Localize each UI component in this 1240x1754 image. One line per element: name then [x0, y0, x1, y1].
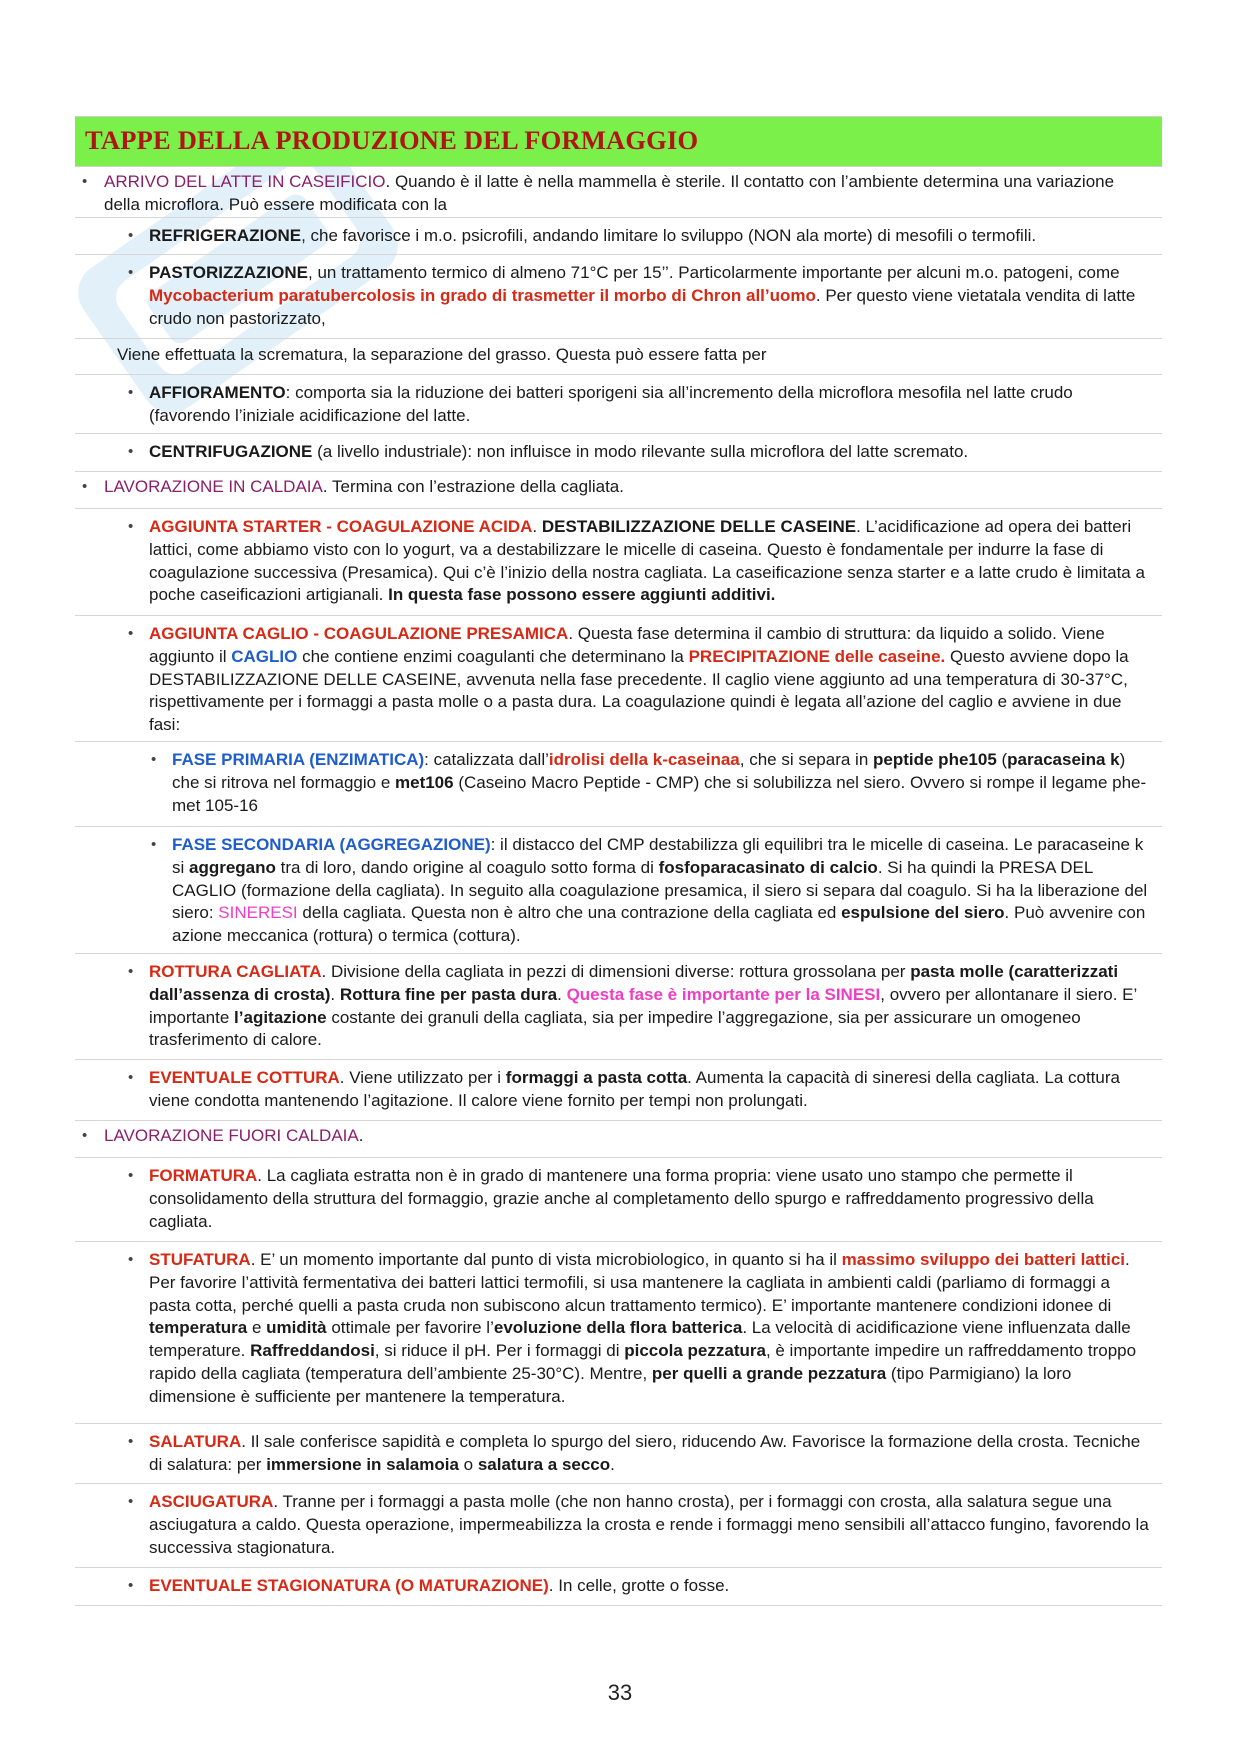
list-item: • PASTORIZZAZIONE, un trattamento termico di almeno 71°C per 15’’. Particolarmente importante per alcuni m.o. patogeni, come Mycobacterium paratubercolosis in grado di trasmetter il morbo di Chron all’uomo. Per questo viene vietatala vendita di latte crudo non pastorizzato, [75, 255, 1162, 339]
title-row [75, 117, 1162, 167]
notes-table [75, 116, 1162, 1606]
list-item: • ROTTURA CAGLIATA. Divisione della cagliata in pezzi di dimensioni diverse: rottura grossolana per pasta molle (caratterizzati dall’assenza di crosta). Rottura fine per pasta dura. Questa fase è importante per la SINESI, ovvero per allontanare il siero. E’ importante l’agitazione costante dei granuli della cagliata, sia per impedire l’aggregazione, sia per assicurare un omogeneo trasferimento di calore. [75, 954, 1162, 1060]
list-item: • LAVORAZIONE IN CALDAIA. Termina con l’estrazione della cagliata. [75, 472, 1162, 509]
bullet-icon: • [128, 1577, 134, 1594]
list-item: • REFRIGERAZIONE, che favorisce i m.o. psicrofili, andando limitare lo sviluppo (NON ala morte) di mesofili o termofili. [75, 218, 1162, 255]
list-item: • LAVORAZIONE FUORI CALDAIA. [75, 1121, 1162, 1158]
bullet-icon: • [128, 1251, 134, 1268]
page-title: TAPPE DELLA PRODUZIONE DEL FORMAGGIO [85, 125, 699, 155]
list-item: • CENTRIFUGAZIONE (a livello industriale): non influisce in modo rilevante sulla microflora del latte scremato. [75, 434, 1162, 472]
list-item: • SALATURA. Il sale conferisce sapidità e completa lo spurgo del siero, riducendo Aw. Favorisce la formazione della crosta. Tecniche di salatura: per immersione in salamoia o salatura a secco. [75, 1424, 1162, 1484]
list-item: • EVENTUALE STAGIONATURA (O MATURAZIONE). In celle, grotte o fosse. [75, 1568, 1162, 1606]
page-number: 33 [607, 1680, 633, 1705]
list-item: • AGGIUNTA CAGLIO - COAGULAZIONE PRESAMICA. Questa fase determina il cambio di struttura: da liquido a solido. Viene aggiunto il CAGLIO che contiene enzimi coagulanti che determinano la PRECIPITAZIONE delle caseine. Questo avviene dopo la DESTABILIZZAZIONE DELLE CASEINE, avvenuta nella fase precedente. Il caglio viene aggiunto ad una temperatura di 30-37°C, rispettivamente per i formaggi a pasta molle o a pasta dura. La coagulazione quindi è legata all’azione del caglio e avviene in due fasi: [75, 616, 1162, 742]
bullet-icon: • [128, 518, 134, 535]
list-item: • FASE PRIMARIA (ENZIMATICA): catalizzata dall’idrolisi della k-caseinaa, che si separa in peptide phe105 (paracaseina k) che si ritrova nel formaggio e met106 (Caseino Macro Peptide - CMP) che si solubilizza nel siero. Ovvero si rompe il legame phe-met 105-16 [75, 742, 1162, 827]
list-item: • FASE SECONDARIA (AGGREGAZIONE): il distacco del CMP destabilizza gli equilibri tra le micelle di caseina. Le paracaseine k si aggregano tra di loro, dando origine al coagulo sotto forma di fosfoparacasinato di calcio. Si ha quindi la PRESA DEL CAGLIO (formazione della cagliata). In seguito alla coagulazione presamica, il siero si separa dal coagulo. Si ha la liberazione del siero: SINERESI della cagliata. Questa non è altro che una contrazione della cagliata ed espulsione del siero. Può avvenire con azione meccanica (rottura) o termica (cottura). [75, 827, 1162, 954]
list-item: • AGGIUNTA STARTER - COAGULAZIONE ACIDA. DESTABILIZZAZIONE DELLE CASEINE. L’acidificazione ad opera dei batteri lattici, come abbiamo visto con lo yogurt, va a destabilizzare le micelle di caseina. Questo è fondamentale per indurre la fase di coagulazione successiva (Presamica). Qui c’è l’inizio della nostra cagliata. La caseificazione senza starter e a latte crudo è limitata a poche caseificazioni artigianali. In questa fase possono essere aggiunti additivi. [75, 509, 1162, 616]
list-item: • AFFIORAMENTO: comporta sia la riduzione dei batteri sporigeni sia all’incremento della microflora mesofila nel latte crudo (favorendo l’iniziale acidificazione del latte. [75, 375, 1162, 434]
list-item: Viene effettuata la scrematura, la separazione del grasso. Questa può essere fatta per [75, 339, 1162, 375]
bullet-icon: • [128, 443, 134, 460]
list-item: • STUFATURA. E’ un momento importante dal punto di vista microbiologico, in quanto si ha il massimo sviluppo dei batteri lattici. Per favorire l’attività fermentativa dei batteri lattici termofili, si usa mantenere la cagliata in ambienti caldi (parliamo di formaggi a pasta cotta, perché quelli a pasta cruda non subiscono alcun trattamento termico). E’ importante mantenere condizioni idonee di temperatura e umidità ottimale per favorire l’evoluzione della flora batterica. La velocità di acidificazione viene influenzata dalle temperature. Raffreddandosi, si riduce il pH. Per i formaggi di piccola pezzatura, è importante impedire un raffreddamento troppo rapido della cagliata (temperatura dell’ambiente 25-30°C). Mentre, per quelli a grande pezzatura (tipo Parmigiano) la loro dimensione è sufficiente per mantenere la temperatura. [75, 1242, 1162, 1424]
bullet-icon: • [82, 478, 88, 495]
bullet-icon: • [128, 1069, 134, 1086]
bullet-icon: • [128, 625, 134, 642]
bullet-icon: • [151, 751, 157, 768]
list-item: • FORMATURA. La cagliata estratta non è in grado di mantenere una forma propria: viene usato uno stampo che permette il consolidamento della struttura del formaggio, grazie anche al completamento dello spurgo e raffreddamento progressivo della cagliata. [75, 1158, 1162, 1242]
bullet-icon: • [151, 836, 157, 853]
bullet-icon: • [128, 1167, 134, 1184]
bullet-icon: • [82, 1127, 88, 1144]
bullet-icon: • [128, 227, 134, 244]
bullet-icon: • [128, 384, 134, 401]
list-item: • ARRIVO DEL LATTE IN CASEIFICIO. Quando è il latte è nella mammella è sterile. Il contatto con l’ambiente determina una variazione della microflora. Può essere modificata con la [75, 167, 1162, 218]
bullet-icon: • [128, 264, 134, 281]
bullet-icon: • [128, 1493, 134, 1510]
bullet-icon: • [128, 963, 134, 980]
list-item: • EVENTUALE COTTURA. Viene utilizzato per i formaggi a pasta cotta. Aumenta la capacità di sineresi della cagliata. La cottura viene condotta mantenendo l’agitazione. Il calore viene fornito per tempi non prolungati. [75, 1060, 1162, 1121]
bullet-icon: • [82, 173, 88, 190]
bullet-icon: • [128, 1433, 134, 1450]
list-item: • ASCIUGATURA. Tranne per i formaggi a pasta molle (che non hanno crosta), per i formaggi con crosta, alla salatura segue una asciugatura a caldo. Questa operazione, impermeabilizza la crosta e rende i formaggi meno sensibili all’attacco fungino, favorendo la successiva stagionatura. [75, 1484, 1162, 1568]
